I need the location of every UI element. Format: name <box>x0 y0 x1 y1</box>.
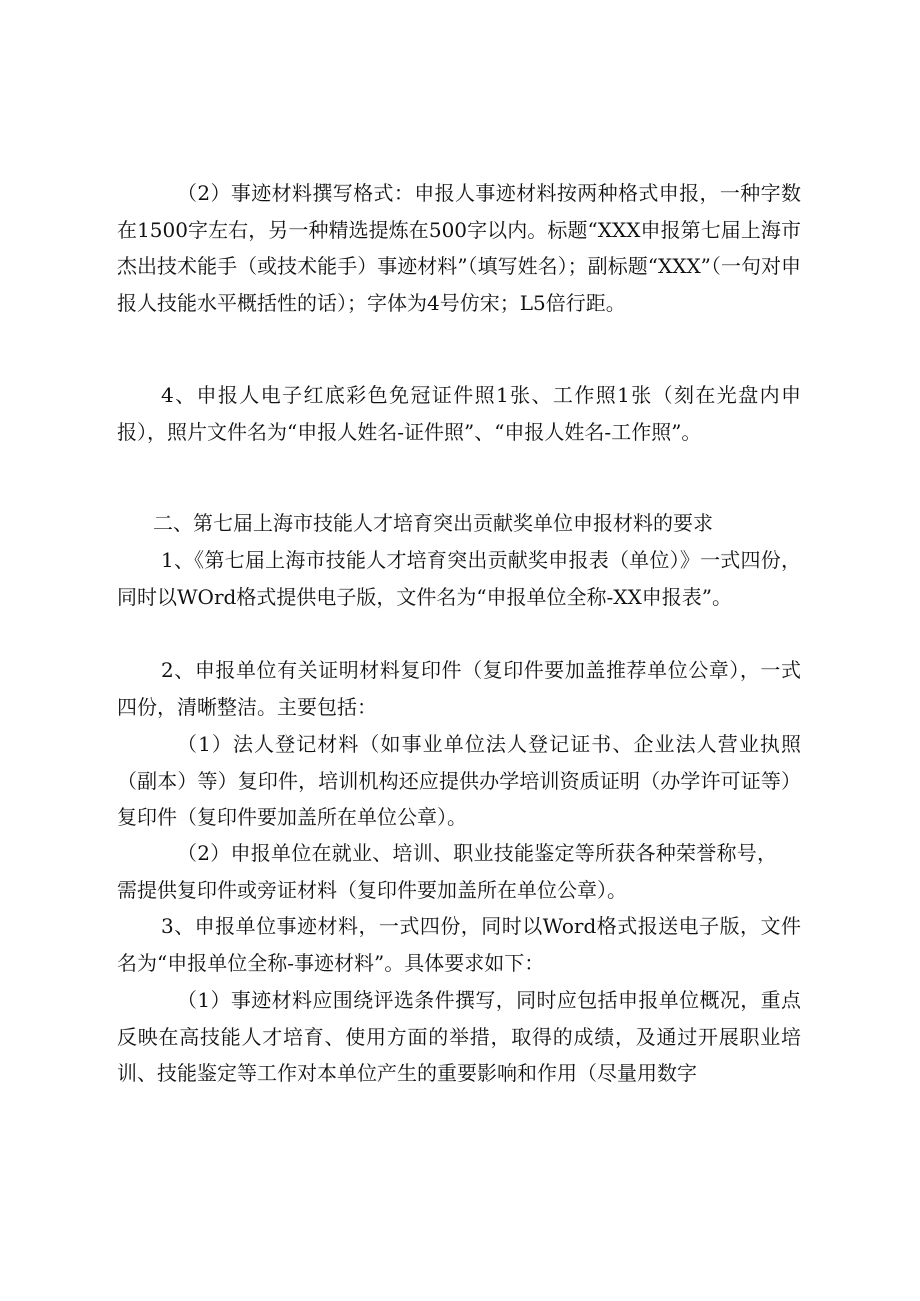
paragraph-writing-format: （2）事迹材料撰写格式：申报人事迹材料按两种格式申报，一种字数在1500字左右，另一种精选提炼在500字以内。标题“XXX申报第七届上海市杰出技术能手（或技术能手）事迹材料”（填写姓名）；副标题“XXX”（一句对申报人技能水平概括性的话）；字体为4号仿宋；L5倍行距。 <box>117 181 801 315</box>
paragraph-honors: （2）申报单位在就业、培训、职业技能鉴定等所获各种荣誉称号，需提供复印件或旁证材料（复印件要加盖所在单位公章）。 <box>117 841 777 902</box>
paragraph-deeds-content: （1）事迹材料应围绕评选条件撰写，同时应包括申报单位概况，重点反映在高技能人才培育、使用方面的举措，取得的成绩，及通过开展职业培训、技能鉴定等工作对本单位产生的重要影响和作用（尽量用数字 <box>117 988 801 1085</box>
paragraph-legal-registration: （1）法人登记材料（如事业单位法人登记证书、企业法人营业执照（副本）等）复印件，培训机构还应提供办学培训资质证明（办学许可证等）复印件（复印件要加盖所在单位公章）。 <box>117 732 801 829</box>
paragraph-application-form: 1、《第七届上海市技能人才培育突出贡献奖申报表（单位）》一式四份，同时以WOrd格式提供电子版，文件名为“申报单位全称-XX申报表”。 <box>117 548 801 609</box>
paragraph-proof-materials: 2、申报单位有关证明材料复印件（复印件要加盖推荐单位公章），一式四份，清晰整洁。主要包括： <box>117 658 801 719</box>
paragraph-deeds-materials: 3、申报单位事迹材料，一式四份，同时以Word格式报送电子版，文件名为“申报单位全称-事迹材料”。具体要求如下： <box>117 914 801 975</box>
paragraph-photo-requirements: 4、申报人电子红底彩色免冠证件照1张、工作照1张（刻在光盘内申报），照片文件名为“申报人姓名-证件照”、“申报人姓名-工作照”。 <box>117 383 801 444</box>
section-heading-unit-materials: 二、第七届上海市技能人才培育突出贡献奖单位申报材料的要求 <box>153 511 713 535</box>
